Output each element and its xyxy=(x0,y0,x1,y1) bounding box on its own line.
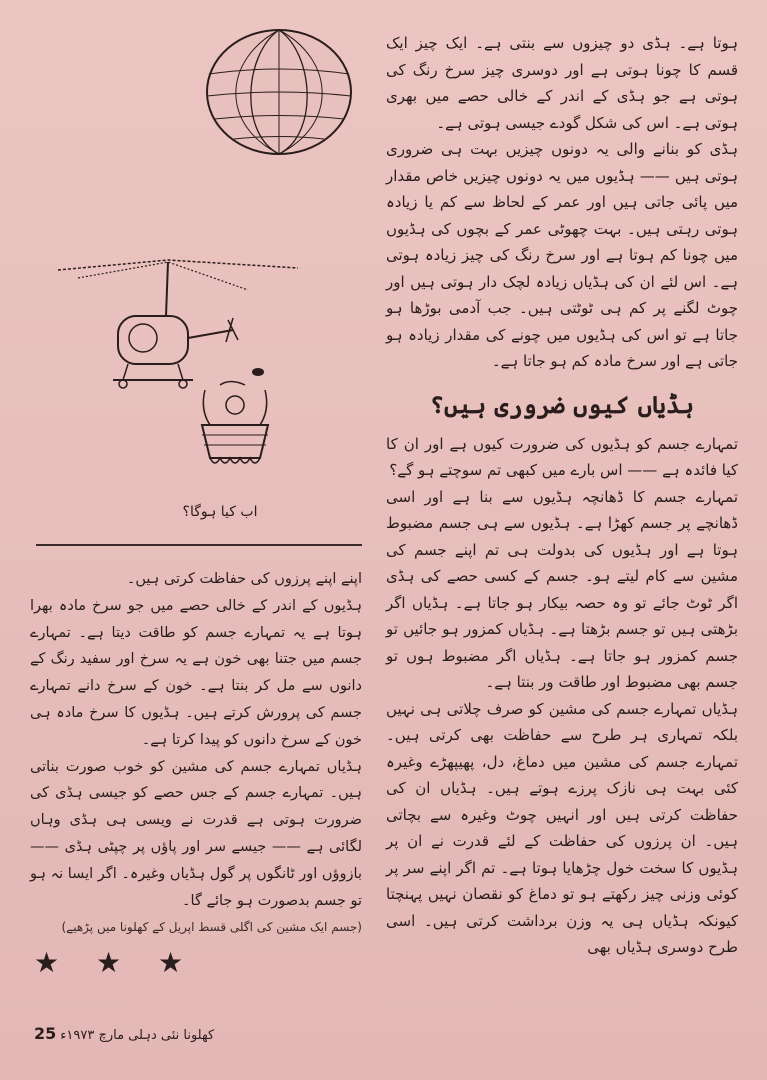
continuation-note: (جسم ایک مشین کی اگلی قسط اپریل کے کھلونا میں پڑھیے) xyxy=(61,920,362,935)
paragraph: ہڈیاں تمہارے جسم کی مشین کو صرف چلاتی ہی نہیں بلکہ تمہاری ہر طرح سے حفاظت بھی کرتی ہیں۔ تمہارے جسم کی مشین میں دماغ، دل، پھیپھڑے وغیرہ کئی بہت ہی نازک پرزے ہوتے ہیں۔ ہڈیاں ان کی حفاظت کرتی ہیں اور انہیں چوٹ وغیرہ سے بچاتی ہیں۔ ان پرزوں کی حفاظت کے لئے قدرت نے ان پر ہڈیوں کا سخت خول چڑھایا ہوتا ہے۔ تم اگر اپنے سر پر کوئی وزنی چیز رکھتے ہو تو دماغ کو نقصان نہیں پہنچتا کیونکہ ہڈیاں ہی یہ وزن برداشت کرتی ہیں۔ اسی طرح دوسری ہڈیاں بھی xyxy=(386,699,738,956)
star-ornament: ★ ★ ★ xyxy=(34,946,198,979)
left-column xyxy=(30,566,362,941)
illustration-caption: اب کیا ہوگا؟ xyxy=(182,504,258,520)
page-number: 25 xyxy=(34,1024,57,1043)
paragraph: اپنے اپنے پرزوں کی حفاظت کرتی ہیں۔ xyxy=(126,571,362,587)
balloon-illustration xyxy=(184,24,374,174)
paragraph: ہوتا ہے۔ ہڈی دو چیزوں سے بنتی ہے۔ ایک چیز ایک قسم کا چونا ہوتی ہے اور دوسری چیز سرخ رنگ کی ہوتی ہے جو ہڈی کے اندر کے خالی حصے میں بھری ہوتی ہے۔ اس کی شکل گودے جیسی ہوتی ہے۔ xyxy=(386,34,738,132)
page-footer xyxy=(34,1024,214,1043)
paragraph: تمہارے جسم کو ہڈیوں کی ضرورت کیوں ہے اور ان کا کیا فائدہ ہے —— اس بارے میں کبھی تم سوچتے ہو گے؟ xyxy=(386,434,738,479)
column-divider-rule xyxy=(36,544,362,546)
footer-publication: کھلونا نئی دہلی مارچ ۱۹۷۳ء xyxy=(60,1028,215,1043)
section-heading: ہڈیاں کیوں ضروری ہیں؟ xyxy=(429,389,695,419)
paragraph: ہڈیوں کے اندر کے خالی حصے میں جو سرخ مادہ بھرا ہوتا ہے یہ تمہارے جسم کو طاقت دیتا ہے۔ تمہارے جسم میں جتنا بھی خون ہے یہ سرخ اور سفید رنگ کے دانوں سے مل کر بنتا ہے۔ خون کے سرخ دانے تمہارے جسم کی پرورش کرتے ہیں۔ ہڈیوں کا سرخ مادہ ہی خون کے سرخ دانوں کو پیدا کرتا ہے۔ xyxy=(30,597,362,748)
paragraph: ہڈیاں تمہارے جسم کی مشین کو خوب صورت بناتی ہیں۔ تمہارے جسم کے جس حصے کو جیسی ہڈی کی ضرورت ہوتی ہے قدرت نے ویسی ہی ہڈی وہاں لگائی ہے —— جیسے سر اور پاؤں پر چپٹی ہڈی —— بازوؤں اور ٹانگوں پر گول ہڈیاں وغیرہ۔ اگر ایسا نہ ہو تو جسم بدصورت ہو جائے گا۔ xyxy=(30,758,362,909)
right-column xyxy=(386,30,738,961)
basket-illustration xyxy=(190,380,280,480)
paragraph: تمہارے جسم کا ڈھانچہ ہڈیوں سے بنا ہے اور اسی ڈھانچے پر جسم کھڑا ہے۔ ہڈیوں سے ہی جسم مضبوط ہوتا ہے اور ہڈیوں کی بدولت ہی تم اپنے جسم کی مشین سے کام لیتے ہو۔ جسم کے کسی حصے کی ہڈی اگر ٹوٹ جائے تو وہ حصہ بیکار ہو جاتا ہے۔ ہڈیاں اگر بڑھتی ہیں تو جسم بڑھتا ہے۔ ہڈیاں کمزور ہو جائیں تو جسم کمزور ہو جاتا ہے۔ ہڈیاں اگر مضبوط ہوں تو جسم بھی مضبوط اور طاقت ور بنتا ہے۔ xyxy=(386,487,738,691)
helicopter-illustration xyxy=(48,250,308,400)
paragraph: ہڈی کو بنانے والی یہ دونوں چیزیں بہت ہی ضروری ہوتی ہیں —— ہڈیوں میں یہ دونوں چیزیں خاص مقدار میں پائی جاتی ہیں اور عمر کے لحاظ سے کم یا زیادہ ہوتی رہتی ہیں۔ بہت چھوٹی عمر کے بچوں کی ہڈیوں میں چونا کم ہوتا ہے اور سرخ رنگ کی چیز زیادہ ہوتی ہے۔ اس لئے ان کی ہڈیاں زیادہ لچک دار ہوتی ہیں اور چوٹ لگنے پر کم ہی ٹوٹتی ہیں۔ جب آدمی بوڑھا ہو جاتا ہے تو اس کی ہڈیوں میں چونے کی مقدار زیادہ ہو جاتی ہے اور سرخ مادہ کم ہو جاتا ہے۔ xyxy=(386,140,738,370)
